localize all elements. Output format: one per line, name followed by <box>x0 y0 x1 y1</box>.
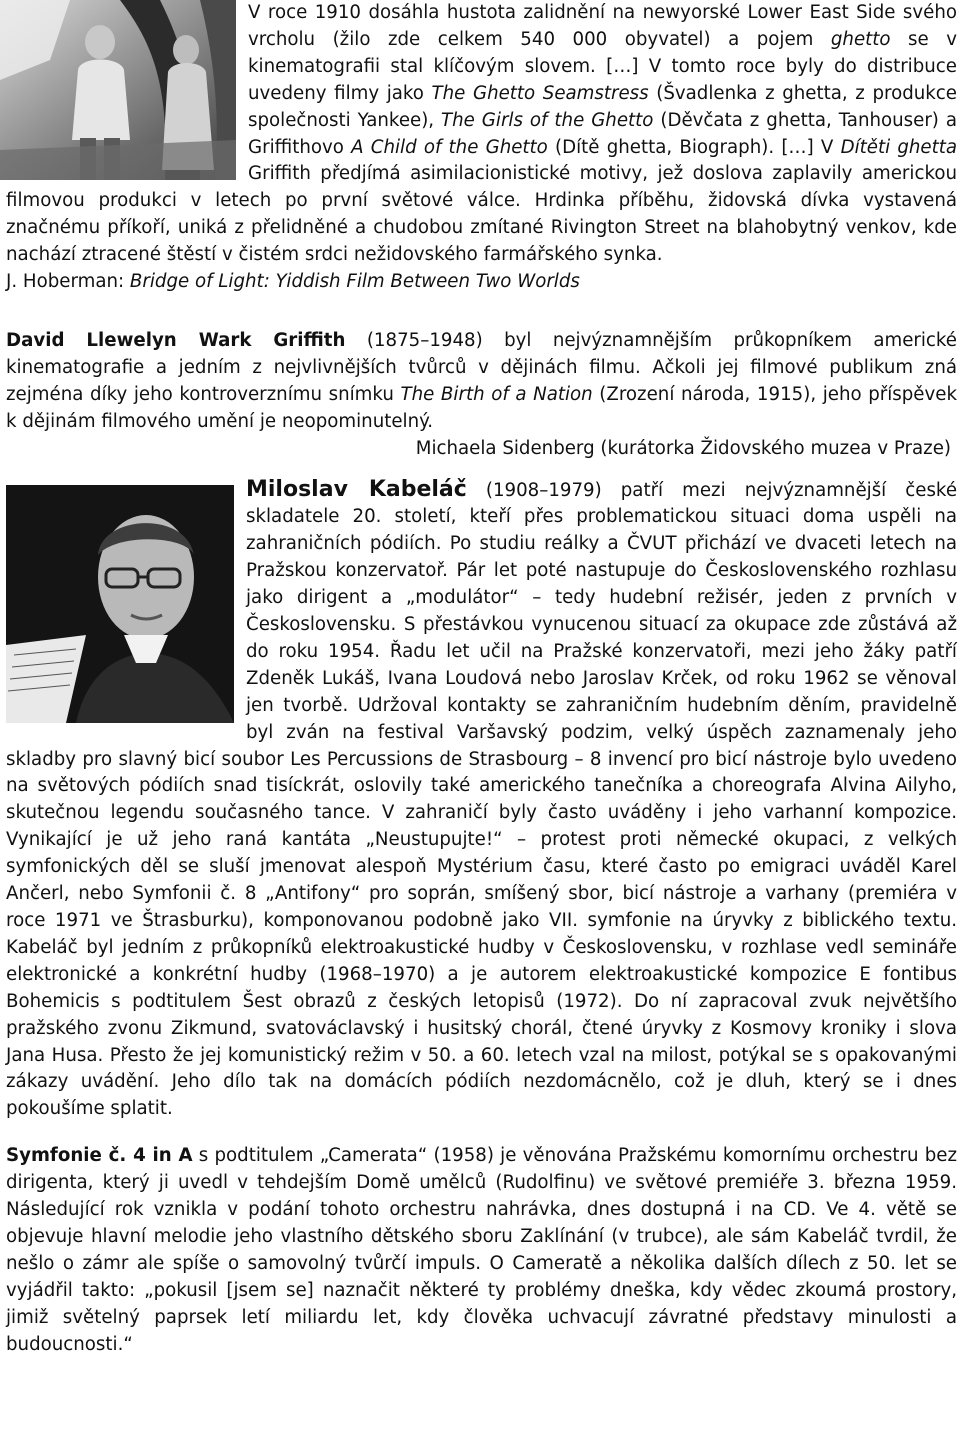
film-title-birth: The Birth of a Nation <box>400 383 593 405</box>
film-still-photo <box>0 0 236 180</box>
griffith-text-2: (Zrození národa, 1915), jeho příspěvek k dějinám filmového umění je neopominutelný. <box>6 383 957 432</box>
quote-author: J. Hoberman: <box>6 271 130 293</box>
section-ghetto-quote <box>6 0 957 296</box>
document-page <box>6 0 957 1359</box>
kabelac-name: Miloslav Kabeláč <box>246 476 467 502</box>
kabelac-text: (1908–1979) patří mezi nejvýznamnější české skladatele 20. století, kteří přes problematickou situaci doma uspěli na zahraničních pódiích. Po studiu reálky a ČVUT přichází ve dvaceti letech na Pražskou konzervatoř. Pár let poté nastupuje do Československého rozhlasu jako dirigent a „modulátor“ – tedy hudební režisér, jeden z prvních v Československu. S přestávkou vynucenou situací za okupace zde zůstává až do roku 1954. Řadu let učil na Pražské konzervatoři, mezi jeho žáky patří Zdeněk Lukáš, Ivana Loudová nebo Jaroslav Krček, od roku 1962 se věnoval jen tvorbě. Udržoval kontakty se zahraničním hudebním děním, pravidelně byl zván na festival Varšavský podzim, velký úspěch zaznamenaly jeho skladby pro slavný bicí soubor Les Percussions de Strasbourg – 8 invencí pro bicí nástroje bylo uvedeno na světových pódiích snad tisíckrát, oslovily také amerického tanečníka a choreografa Alvina Ailyho, skutečnou legendu současného tance. V zahraničí byly často uváděny i jeho varhanní kompozice. Vynikající je už jeho raná kantáta „Neustupujte!“ – protest proti německé okupaci, z velkých symfonických děl se sluší jmenovat alespoň Mystérium času, které často po emigraci uváděl Karel Ančerl, nebo Symfonii č. 8 „Antifony“ pro soprán, smíšený sbor, bicí nástroje a varhany (premiéra v roce 1971 ve Štrasburku), komponovanou podobně jako VII. symfonie na úryvky z biblického textu. Kabeláč byl jedním z průkopníků elektroakustické hudby v Československu, v rozhlase vedl semináře elektronické a konkrétní hudby (1968–1970) a je autorem elektroakustické kompozice E fontibus Bohemicis s podtitulem Šest obrazů z českých letopisů (1972). Do ní zapracoval zvuk největšího pražského zvonu Zikmund, svatováclavský i husitský chorál, čtené úryvky z Kosmovy kroniky i slova Jana Husa. Přesto že jej komunistický režim v 50. a 60. letech vzal na milost, potýkal se s opakovanými zákazy uvádění. Jeho dílo tak na domácích pódiích nezdomácnělo, což je dluh, který se i dnes pokoušíme splatit. <box>6 479 958 1120</box>
film-title-girls: The Girls of the Ghetto <box>441 109 654 131</box>
intro-text-4: (Děvčata z ghetta, Tanhouser) a Griffithovo <box>248 109 958 158</box>
griffith-signature: Michaela Sidenberg (kurátorka Židovského muzea v Praze) <box>415 437 951 459</box>
intro-text-1: V roce 1910 dosáhla hustota zalidnění na newyorské Lower East Side svého vrcholu (žilo zde celkem 540 000 obyvatel) a pojem <box>248 2 957 50</box>
intro-text-5: (Dítě ghetta, Biograph). […] V <box>547 136 841 158</box>
section-griffith <box>6 328 957 463</box>
film-title-child-cz: Dítěti ghetta <box>840 136 957 158</box>
griffith-name: David Llewelyn Wark Griffith <box>6 329 346 351</box>
term-ghetto: ghetto <box>830 28 891 50</box>
film-title-child: A Child of the Ghetto <box>351 136 548 158</box>
quote-book-title: Bridge of Light: Yiddish Film Between Two Worlds <box>129 271 580 293</box>
film-title-seamstress: The Ghetto Seamstress <box>431 82 649 104</box>
symphony-text: s podtitulem „Camerata“ (1958) je věnována Pražskému komornímu orchestru bez dirigenta, který ji uvedl v tehdejším Domě umělců (Rudolfinu) ve světové premiéře 3. března 1959. Následující rok vznikla v podání tohoto orchestru nahrávka, dnes dostupná i na CD. Ve 4. větě se objevuje hlavní melodie jeho vlastního dětského sboru Zaklínání (v trubce), ale sám Kabeláč tvrdil, že nešlo o zámr ale spíše o samovolný tvůrčí impuls. O Cameratě a několika dalších dílech z 50. let se vyjádřil takto: „pokusil [jsem se] naznačit některé ty problémy dneška, kdy vědec zkoumá prostory, jimiž světelný paprsek letí miliardu let, kdy člověka uchvacují závratné představy minulosti a budoucnosti.“ <box>6 1145 958 1355</box>
griffith-text-1: (1875–1948) byl nejvýznamnějším průkopníkem americké kinematografie a jedním z nejvlivnějších tvůrců v dějinách filmu. Ačkoli jej filmové publikum zná zejména díky jeho kontroverznímu snímku <box>6 329 957 405</box>
section-kabelac <box>6 477 957 1124</box>
intro-text-2: se v kinematografii stal klíčovým slovem. […] V tomto roce byly do distribuce uvedeny filmy jako <box>248 28 957 104</box>
intro-text-3: (Švadlenka z ghetta, z produkce společnosti Yankee), <box>248 82 957 131</box>
intro-text-6: Griffith předjímá asimilacionistické motivy, jež doslova zaplavily americkou filmovou produkci v letech po první světové válce. Hrdinka příběhu, židovská dívka vystavená značnému příkoří, uniká z přelidněné a chudobou zmítané Rivington Street na blahobytný venkov, kde nachází ztracené štěstí v čistém srdci nežidovského farmářského synka. <box>6 163 957 266</box>
symphony-title: Symfonie č. 4 in A <box>6 1145 193 1167</box>
kabelac-portrait-photo <box>6 485 234 723</box>
section-symphony <box>6 1143 957 1358</box>
